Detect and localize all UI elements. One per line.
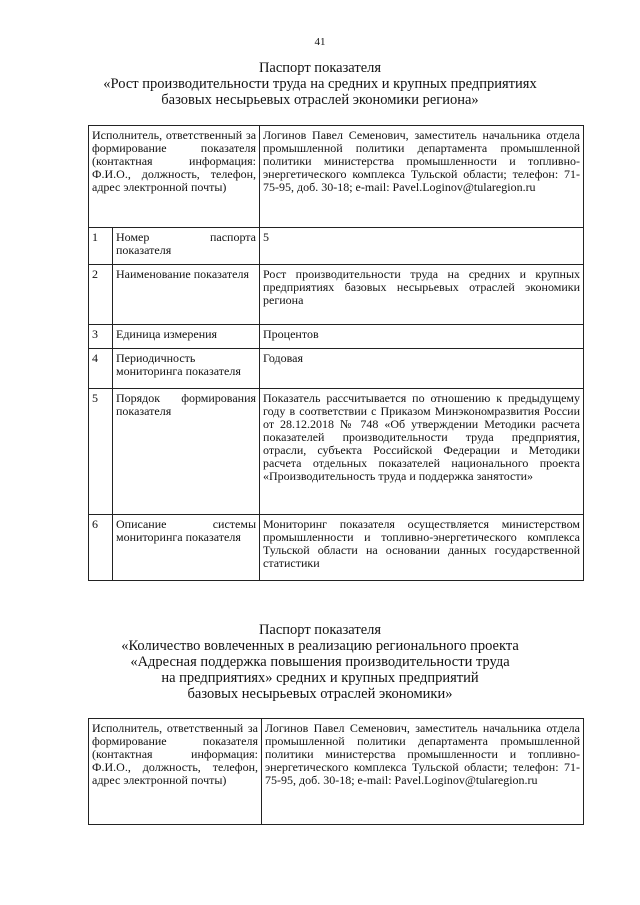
- executor-label: Исполнитель, ответственный за формирование показателя (контактная информация: Ф.И.О., должность, телефон, адрес электронной почты): [89, 719, 262, 825]
- executor-value: Логинов Павел Семенович, заместитель начальника отдела промышленной политики департамента промышленной политики министерства промышленности и топливно-энергетического комплекса Тульской области; телефон: 71-75-95, доб. 30-18; e-mail: Pavel.Loginov@tularegion.ru: [262, 719, 584, 825]
- table-row: [89, 265, 584, 325]
- table-row: [89, 515, 584, 581]
- passport-2-title-line: базовых несырьевых отраслей экономики»: [187, 686, 453, 702]
- passport-2-table: [88, 718, 584, 825]
- passport-1-table: [88, 125, 584, 581]
- row-value: Годовая: [260, 349, 584, 389]
- page-number: 41: [314, 36, 326, 48]
- row-number: 1: [89, 228, 113, 265]
- row-value: Мониторинг показателя осуществляется министерством промышленности и топливно-энергетического комплекса Тульской области на основании данных государственной статистики: [260, 515, 584, 581]
- passport-2-title-line: «Адресная поддержка повышения производительности труда: [130, 654, 510, 670]
- executor-label: Исполнитель, ответственный за формирование показателя (контактная информация: Ф.И.О., должность, телефон, адрес электронной почты): [89, 126, 260, 228]
- passport-1-title-line: Паспорт показателя: [258, 60, 382, 76]
- row-value: Показатель рассчитывается по отношению к предыдущему году в соответствии с Приказом Минэкономразвития России от 28.12.2018 № 748 «Об утверждении Методики расчета показателей производительности труда предприятия, отрасли, субъекта Российской Федерации и Методики расчета отдельных показателей национального проекта «Производительность труда и поддержка занятости»: [260, 389, 584, 515]
- row-value: Процентов: [260, 325, 584, 349]
- executor-value: Логинов Павел Семенович, заместитель начальника отдела промышленной политики департамента промышленной политики министерства промышленности и топливно-энергетического комплекса Тульской области; телефон: 71-75-95, доб. 30-18; e-mail: Pavel.Loginov@tularegion.ru: [260, 126, 584, 228]
- row-label: Единица измерения: [113, 325, 260, 349]
- passport-1-title-line: «Рост производительности труда на средних и крупных предприятиях: [103, 76, 537, 92]
- row-number: 5: [89, 389, 113, 515]
- passport-2-title-line: на предприятиях» средних и крупных предприятий: [161, 670, 479, 686]
- table-row: [89, 719, 584, 825]
- passport-2-title-line: «Количество вовлеченных в реализацию регионального проекта: [121, 638, 519, 654]
- row-label: Периодичность мониторинга показателя: [113, 349, 260, 389]
- row-label: Порядок формирования показателя: [113, 389, 260, 515]
- row-number: 2: [89, 265, 113, 325]
- table-row: [89, 325, 584, 349]
- row-number: 6: [89, 515, 113, 581]
- row-label: Описание системы мониторинга показателя: [113, 515, 260, 581]
- row-label: Номер паспорта показателя: [113, 228, 260, 265]
- passport-2-title-line: Паспорт показателя: [258, 622, 382, 638]
- row-number: 3: [89, 325, 113, 349]
- table-row: [89, 126, 584, 228]
- row-value: Рост производительности труда на средних и крупных предприятиях базовых несырьевых отраслей экономики региона: [260, 265, 584, 325]
- passport-2-title: [60, 622, 580, 702]
- table-row: [89, 228, 584, 265]
- table-row: [89, 389, 584, 515]
- row-label: Наименование показателя: [113, 265, 260, 325]
- row-value: 5: [260, 228, 584, 265]
- passport-1-title-line: базовых несырьевых отраслей экономики региона»: [161, 92, 479, 108]
- passport-1-title: [60, 60, 580, 108]
- row-number: 4: [89, 349, 113, 389]
- table-row: [89, 349, 584, 389]
